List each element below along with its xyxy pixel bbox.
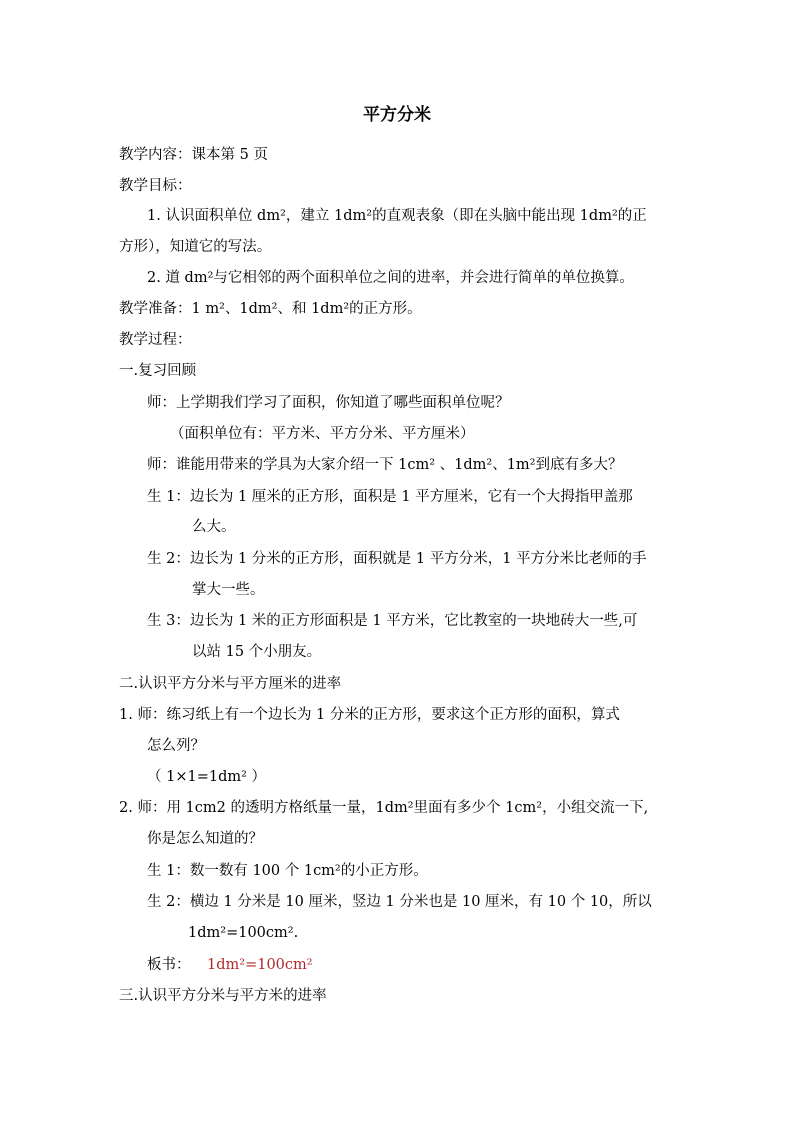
question-1-line-1: 1. 师：练习纸上有一个边长为 1 分米的正方形，要求这个正方形的面积，算式 xyxy=(119,707,620,723)
question-2-line-1: 2. 师：用 1cm2 的透明方格纸量一量，1dm²里面有多少个 1cm²，小组交流一下, xyxy=(119,800,649,816)
student-1-answer: 生 1：数一数有 100 个 1cm²的小正方形。 xyxy=(147,863,428,879)
page-title: 平方分米 xyxy=(363,105,431,125)
student-1-line-2: 么大。 xyxy=(192,519,236,535)
student-2-line-2: 掌大一些。 xyxy=(192,582,265,598)
teaching-prep: 教学准备：1 m²、1dm²、和 1dm²的正方形。 xyxy=(119,301,422,317)
section-1-heading: 一.复习回顾 xyxy=(119,363,197,379)
student-3-line-2: 以站 15 个小朋友。 xyxy=(192,644,322,660)
teaching-content: 教学内容：课本第 5 页 xyxy=(119,147,268,163)
student-3-line-1: 生 3：边长为 1 米的正方形面积是 1 平方米，它比教室的一块地砖大一些,可 xyxy=(147,613,638,629)
teacher-line-1: 师：上学期我们学习了面积，你知道了哪些面积单位呢？ xyxy=(147,395,510,411)
goals-label: 教学目标： xyxy=(119,178,192,194)
student-2-line-1: 生 2：边长为 1 分米的正方形，面积就是 1 平方分米，1 平方分米比老师的手 xyxy=(147,551,647,567)
area-units: （面积单位有：平方米、平方分米、平方厘米） xyxy=(170,426,475,442)
goal-2: 2. 道 dm²与它相邻的两个面积单位之间的进率，并会进行简单的单位换算。 xyxy=(147,270,634,286)
goal-1-line-2: 方形），知道它的写法。 xyxy=(119,239,272,255)
goal-1-line-1: 1. 认识面积单位 dm²，建立 1dm²的直观表象（即在头脑中能出现 1dm²的正 xyxy=(147,208,647,224)
process-label: 教学过程： xyxy=(119,332,192,348)
student-1-line-1: 生 1：边长为 1 厘米的正方形，面积是 1 平方厘米，它有一个大拇指甲盖那 xyxy=(147,489,633,505)
section-2-heading: 二.认识平方分米与平方厘米的进率 xyxy=(119,676,342,692)
question-1-line-2: 怎么列？ xyxy=(147,738,205,754)
board-label: 板书： xyxy=(147,957,191,973)
student-2-answer-line-2: 1dm²=100cm². xyxy=(188,925,299,941)
student-2-answer-line-1: 生 2：横边 1 分米是 10 厘米，竖边 1 分米也是 10 厘米，有 10 个 10，所以 xyxy=(147,894,652,910)
board-value: 1dm²=100cm² xyxy=(207,957,313,973)
teacher-line-2: 师：谁能用带来的学具为大家介绍一下 1cm² 、1dm²、1m²到底有多大？ xyxy=(147,457,623,473)
section-3-heading: 三.认识平方分米与平方米的进率 xyxy=(119,988,327,1004)
formula: （ 1×1=1dm² ） xyxy=(147,769,267,785)
question-2-line-2: 你是怎么知道的？ xyxy=(147,831,263,847)
